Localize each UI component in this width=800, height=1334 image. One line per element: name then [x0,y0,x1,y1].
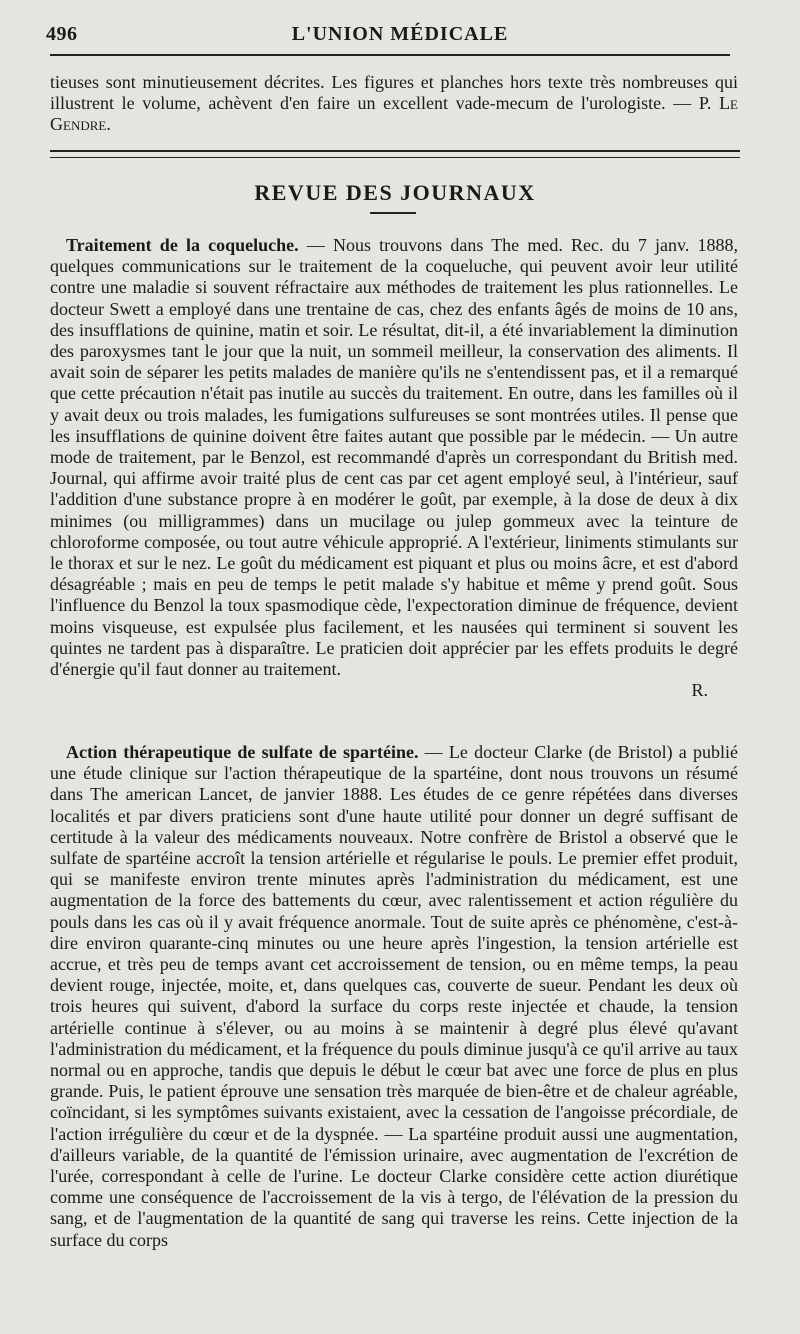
section-title-rule [370,212,416,214]
header-rule [50,54,730,56]
article-sparteine [50,742,738,1251]
intro-text: tieuses sont minutieusement décrites. Les figures et planches hors texte très nombreuses qui illustrent le volume, achèvent d'en faire un excellent vade-mecum de l'urologiste. — P. [50,72,738,114]
section-title: REVUE DES JOURNAUX [254,180,536,205]
article-coqueluche [50,235,738,701]
article-title: Action thérapeutique de sulfate de spartéine. [66,742,419,762]
article-body: — Nous trouvons dans The med. Rec. du 7 janv. 1888, quelques communications sur le traitement de la coqueluche, qui peuvent avoir leur utilité contre une maladie si souvent réfractaire aux méthodes de traitement les plus rationnelles. Le docteur Swett a employé dans une trentaine de cas, chez des enfants âgés de moins de 10 ans, des insufflations de quinine, matin et soir. Le résultat, dit-il, a été invariablement la diminution des paroxysmes tant le jour que la nuit, un sommeil meilleur, la conservation des aliments. Il avait soin de séparer les petits malades de manière qu'ils ne s'entendissent pas, et il a remarqué que cette précaution n'était pas inutile au succès du traitement. En outre, dans les familles où il y avait deux ou trois malades, les fumigations sulfureuses se sont montrées utiles. Il pense que les insufflations de quinine doivent être faites autant que possible par le médecin. — Un autre mode de traitement, par le Benzol, est recommandé d'après un correspondant du British med. Journal, qui affirme avoir traité plus de cent cas par cet agent employé seul, à l'intérieur, sauf l'addition d'une substance propre à en modérer le goût, par exemple, à la dose de deux à dix minimes (ou milligrammes) dans un mucilage ou julep gommeux avec la teinture de chloroforme composée, ou tout autre véhicule approprié. A l'extérieur, liniments stimulants sur le thorax et sur le nez. Le goût du médicament est piquant et plus ou moins âcre, et est d'abord désagréable ; mais en peu de temps le petit malade s'y habitue et même y prend goût. Sous l'influence du Benzol la toux spasmodique cède, l'expectoration diminue de fréquence, devient moins visqueuse, est expulsée plus facilement, et les nausées qui terminent si souvent les quintes ne tardent pas à disparaître. Le praticien doit apprécier par les effets produits le degré d'énergie qu'il faut donner au traitement. [50,235,738,680]
article-title: Traitement de la coqueluche. [66,235,299,255]
journal-name: L'UNION MÉDICALE [291,22,509,45]
page-number: 496 [46,22,78,45]
running-head [46,20,754,48]
article-body: — Le docteur Clarke (de Bristol) a publié une étude clinique sur l'action thérapeutique de la spartéine, dont nous trouvons un résumé dans The american Lancet, de janvier 1888. Les études de ce genre répétées dans diverses localités et par divers praticiens sont d'une haute utilité pour donner un degré suffisant de certitude à la valeur des médicaments nouveaux. Notre confrère de Bristol a observé que le sulfate de spartéine accroît la tension artérielle et régularise le pouls. Le premier effet produit, qui se manifeste environ trente minutes après l'administration du médicament, est une augmentation de la force des battements du cœur, avec ralentissement et action régulière du pouls dans les cas où il y avait fréquence anormale. Tout de suite après ce phénomène, c'est-à-dire environ quarante-cinq minutes ou une heure après l'ingestion, la tension artérielle est accrue, et très peu de temps avant cet accroissement de tension, ou en même temps, la peau devient rouge, injectée, moite, et, dans quelques cas, couverte de sueur. Pendant les deux où trois heures qui suivent, d'abord la surface du corps reste injectée et chaude, la tension artérielle continue à s'élever, ou au moins à se maintenir à degré plus élevé qu'avant l'administration du médicament, et la fréquence du pouls diminue jusqu'à ce qu'il arrive au taux normal ou en approche, tandis que depuis le début le cœur bat avec une force de plus en plus grande. Puis, le patient éprouve une sensation très marquée de bien-être et de chaleur agréable, coïncidant, si les symptômes suivants existaient, avec la cessation de l'angoisse précordiale, de l'action irrégulière du cœur et de la dyspnée. — La spartéine produit aussi une augmentation, d'ailleurs variable, de la quantité de l'émission urinaire, avec augmentation de l'excrétion de l'urée, correspondant à celle de l'urine. Le docteur Clarke considère cette action diurétique comme une conséquence de l'accroissement de la vis à tergo, de l'élévation de la pression du sang, et de l'augmentation de la quantité de sang qui traverse les reins. Cette injection de la surface du corps [50,742,738,1250]
intro-paragraph [50,72,738,136]
intro-signature: Le Gendre. [50,93,738,135]
article-author-initial: R. [691,680,708,701]
section-divider [50,150,740,158]
